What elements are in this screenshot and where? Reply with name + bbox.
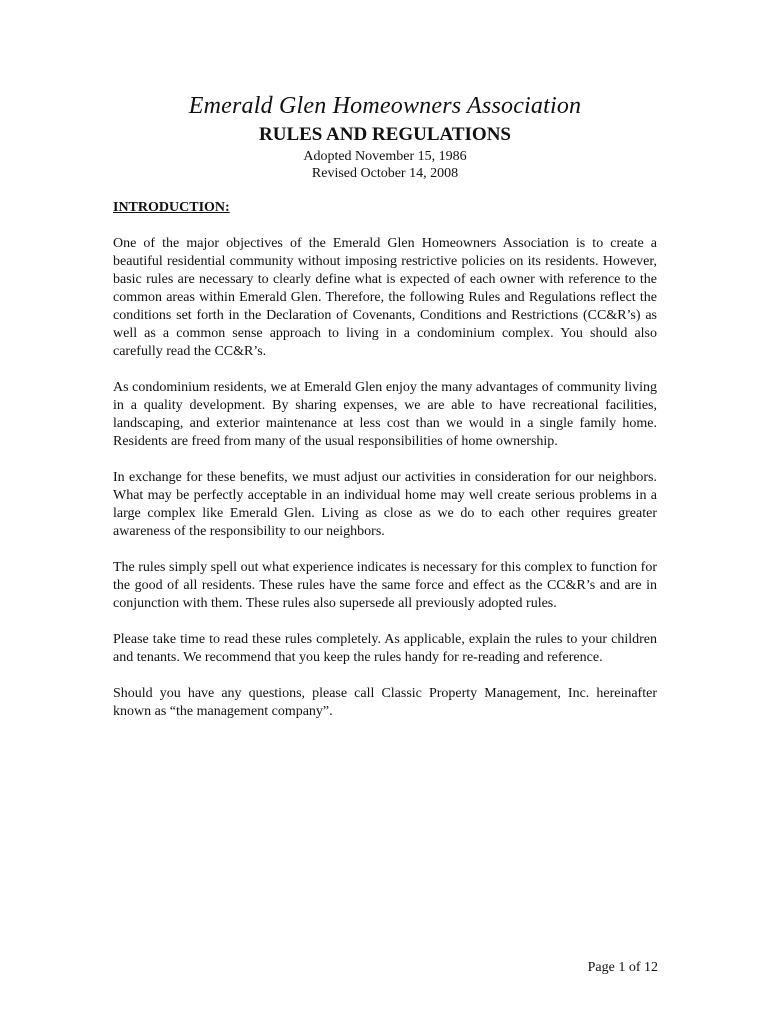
paragraph-exchange: In exchange for these benefits, we must adjust our activities in consideration for our neighbors. What may be perfectly acceptable in an individual home may well create serious problems in a large complex like Emerald Glen. Living as close as we do to each other requires greater awareness of the responsibility to our neighbors. (113, 470, 657, 539)
adopted-date: Adopted November 15, 1986 (303, 149, 467, 164)
revised-date: Revised October 14, 2008 (311, 166, 459, 181)
page-number: Page 1 of 12 (587, 960, 658, 975)
paragraph-advantages: As condominium residents, we at Emerald Glen enjoy the many advantages of community living in a quality development. By sharing expenses, we are able to have recreational facilities, landscaping, and exterior maintenance at less cost than we would in a single family home. Residents are freed from many of the usual responsibilities of home ownership. (113, 380, 657, 449)
paragraph-objectives: One of the major objectives of the Emerald Glen Homeowners Association is to create a beautiful residential community without imposing restrictive policies on its residents. However, basic rules are necessary to clearly define what is expected of each owner with reference to the common areas within Emerald Glen. Therefore, the following Rules and Regulations reflect the conditions set forth in the Declaration of Covenants, Conditions and Restrictions (CC&R’s) as well as a common sense approach to living in a condominium complex. You should also carefully read the CC&R’s. (113, 236, 657, 359)
paragraph-questions: Should you have any questions, please call Classic Property Management, Inc. hereinafter known as “the management company”. (113, 686, 657, 719)
paragraph-read-rules: Please take time to read these rules completely. As applicable, explain the rules to your children and tenants. We recommend that you keep the rules handy for re-reading and reference. (113, 632, 657, 665)
organization-title: Emerald Glen Homeowners Association (188, 93, 582, 119)
paragraph-rules-purpose: The rules simply spell out what experience indicates is necessary for this complex to function for the good of all residents. These rules have the same force and effect as the CC&R’s and are in conjunction with them. These rules also supersede all previously adopted rules. (113, 560, 657, 611)
document-title: RULES AND REGULATIONS (259, 124, 511, 145)
section-heading: INTRODUCTION: (113, 200, 230, 215)
introduction-body (113, 235, 657, 739)
